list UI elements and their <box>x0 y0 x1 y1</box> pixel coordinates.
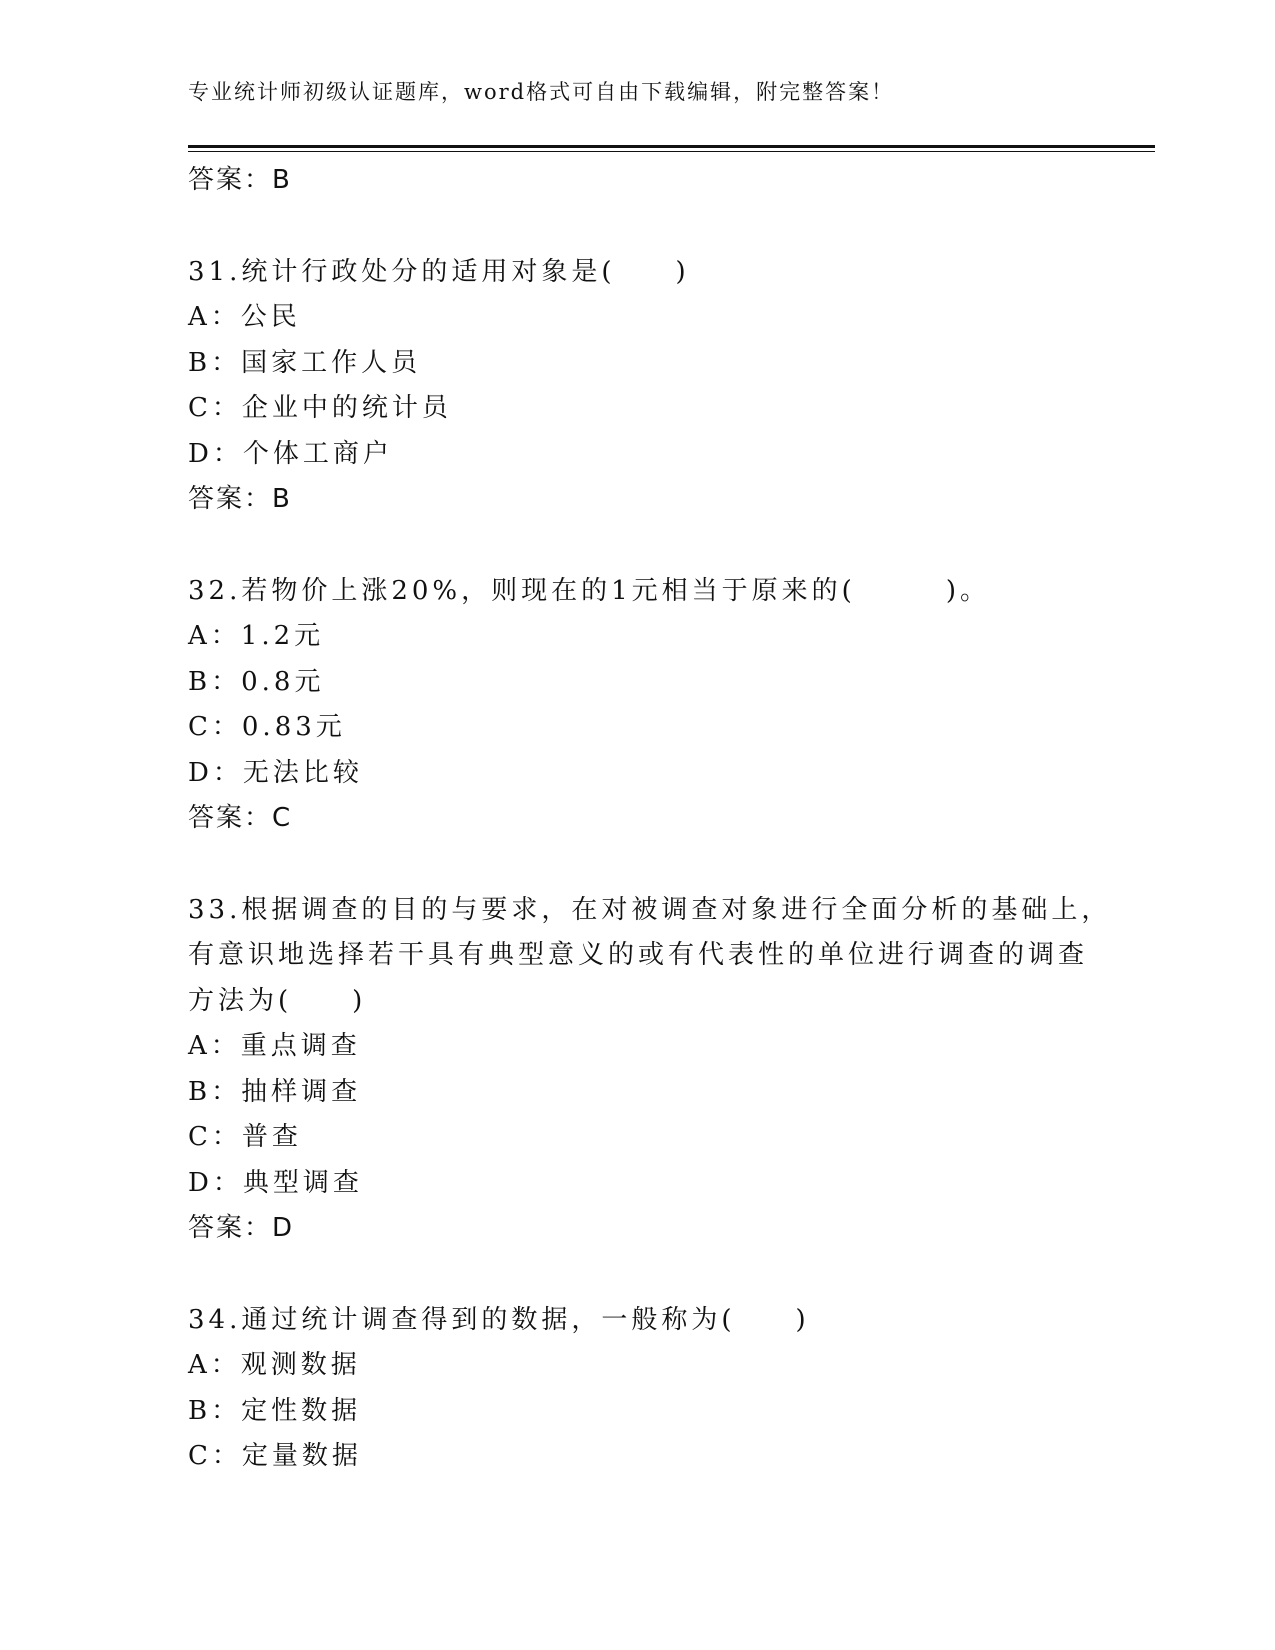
question-stem-line-2: 有意识地选择若干具有典型意义的或有代表性的单位进行调查的调查 <box>188 940 1089 970</box>
option-c: C：普查 <box>188 1122 302 1152</box>
answer: 答案：C <box>188 803 293 833</box>
option-a: A：1.2元 <box>188 621 325 651</box>
previous-answer: 答案：B <box>188 165 292 195</box>
header-rule-thick <box>188 145 1155 148</box>
question-34 <box>188 1298 1088 1480</box>
option-c: C：企业中的统计员 <box>188 393 452 423</box>
answer: 答案：B <box>188 484 292 514</box>
option-b: B：定性数据 <box>188 1395 362 1426</box>
question-stem-line-3: 方法为( ) <box>188 985 367 1016</box>
header-rule-thin <box>188 151 1155 152</box>
option-a: A：公民 <box>188 302 301 332</box>
option-b: B：0.8元 <box>188 666 325 697</box>
question-33 <box>188 888 1112 1252</box>
question-32 <box>188 569 1088 842</box>
option-a: A：重点调查 <box>188 1031 361 1061</box>
option-c: C：定量数据 <box>188 1441 362 1471</box>
option-d: D：个体工商户 <box>188 438 393 469</box>
question-list <box>188 158 1112 1480</box>
option-c: C：0.83元 <box>188 712 346 742</box>
question-stem: 34.通过统计调查得到的数据，一般称为( ) <box>188 1304 810 1335</box>
option-b: B：国家工作人员 <box>188 347 422 378</box>
option-a: A：观测数据 <box>188 1350 361 1380</box>
question-stem-line-1: 33.根据调查的目的与要求，在对被调查对象进行全面分析的基础上， <box>188 894 1112 925</box>
answer: 答案：D <box>188 1213 295 1243</box>
option-b: B：抽样调查 <box>188 1076 362 1107</box>
page-header: 专业统计师初级认证题库，word格式可自由下载编辑，附完整答案！ <box>188 80 895 104</box>
option-d: D：无法比较 <box>188 757 363 788</box>
question-31 <box>188 250 1088 523</box>
option-d: D：典型调查 <box>188 1167 363 1198</box>
question-stem: 32.若物价上涨20%，则现在的1元相当于原来的( )。 <box>188 575 990 606</box>
question-stem: 31.统计行政处分的适用对象是( ) <box>188 256 690 287</box>
